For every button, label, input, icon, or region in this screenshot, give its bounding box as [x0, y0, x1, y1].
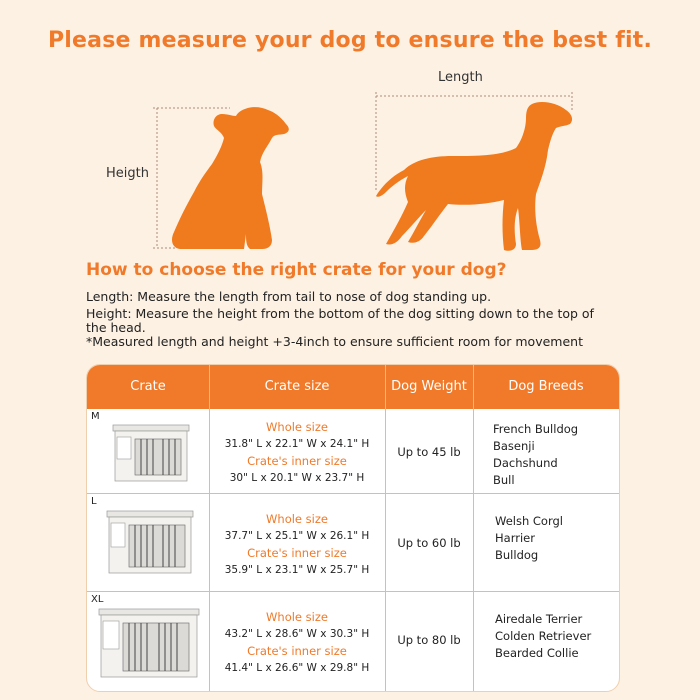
section-subtitle: How to choose the right crate for your dog?: [86, 260, 507, 280]
measure-note: *Measured length and height +3-4inch to ensure sufficient room for movement: [86, 334, 583, 349]
dog-weight: Up to 80 lb: [397, 633, 461, 647]
length-instruction: Length: Measure the length from tail to nose of dog standing up.: [86, 289, 492, 304]
inner-size-label: Crate's inner size: [247, 644, 347, 658]
header-crate: Crate: [130, 379, 166, 394]
inner-size-value: 30" L x 20.1" W x 23.7" H: [229, 472, 365, 484]
breed-item: Basenji: [493, 439, 535, 453]
crate-size-cell: [209, 419, 385, 487]
table-header: [87, 365, 619, 409]
whole-size-label: Whole size: [266, 512, 328, 526]
column-divider: [473, 365, 474, 691]
dog-weight: Up to 45 lb: [397, 445, 461, 459]
whole-size-label: Whole size: [266, 610, 328, 624]
inner-size-value: 35.9" L x 23.1" W x 25.7" H: [224, 564, 370, 576]
row-divider: [87, 493, 619, 494]
sitting-dog-silhouette: [172, 107, 289, 249]
breed-item: Bearded Collie: [495, 646, 579, 660]
whole-size-value: 37.7" L x 25.1" W x 26.1" H: [224, 530, 370, 542]
dog-breeds-list: [493, 421, 578, 489]
breed-item: Harrier: [495, 531, 535, 545]
dog-weight: Up to 60 lb: [397, 536, 461, 550]
whole-size-value: 31.8" L x 22.1" W x 24.1" H: [224, 438, 370, 450]
inner-size-value: 41.4" L x 26.6" W x 29.8" H: [224, 662, 370, 674]
size-table: [86, 364, 620, 692]
crate-l-image: [105, 507, 195, 577]
inner-size-label: Crate's inner size: [247, 546, 347, 560]
header-dog-breeds: Dog Breeds: [508, 379, 584, 394]
row-divider: [87, 591, 619, 592]
crate-size-cell: [209, 609, 385, 677]
header-crate-size: Crate size: [264, 379, 330, 394]
height-label: Heigth: [106, 166, 149, 181]
breed-item: French Bulldog: [493, 422, 579, 436]
breed-item: Airedale Terrier: [495, 612, 583, 626]
breed-item: Dachshund: [493, 456, 558, 470]
height-instruction: Height: Measure the height from the bottom of the dog sitting down to the top of the head.: [86, 306, 594, 335]
whole-size-label: Whole size: [266, 420, 328, 434]
length-label: Length: [438, 70, 483, 85]
whole-size-value: 43.2" L x 28.6" W x 30.3" H: [224, 628, 370, 640]
crate-xl-image: [97, 605, 201, 681]
breed-item: Colden Retriever: [495, 629, 592, 643]
size-tag: L: [91, 496, 97, 507]
size-tag: XL: [91, 594, 104, 605]
breed-item: Bull: [493, 473, 515, 487]
standing-dog-silhouette: [376, 102, 572, 251]
breed-item: Bulldog: [495, 548, 539, 562]
crate-size-cell: [209, 511, 385, 579]
dog-breeds-list: [495, 513, 563, 564]
header-dog-weight: Dog Weight: [391, 379, 467, 394]
page-title: Please measure your dog to ensure the best fit.: [47, 28, 653, 53]
crate-m-image: [111, 421, 191, 485]
size-tag: M: [91, 411, 100, 422]
dog-measure-illustration: [0, 0, 700, 260]
breed-item: Welsh Corgl: [495, 514, 563, 528]
inner-size-label: Crate's inner size: [247, 454, 347, 468]
dog-breeds-list: [495, 611, 591, 662]
